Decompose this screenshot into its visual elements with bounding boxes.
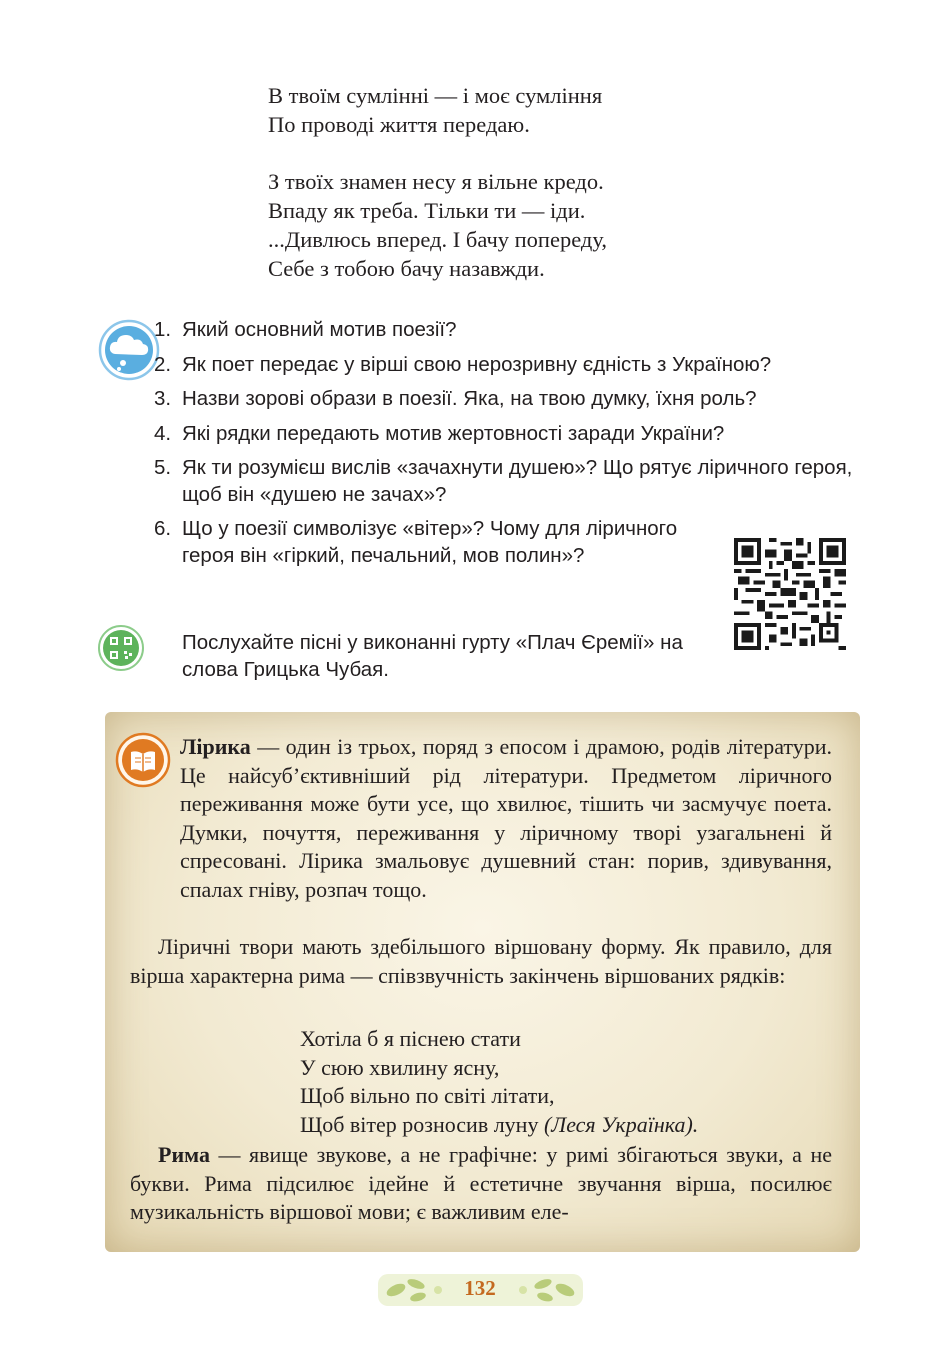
- poem-line: По проводі життя передаю.: [268, 112, 530, 137]
- verse-line: Щоб вільно по світі літати,: [300, 1083, 555, 1109]
- question-number: 5.: [154, 456, 172, 479]
- question-item: [154, 352, 864, 379]
- poem-line: Себе з тобою бачу назавжди.: [268, 256, 545, 281]
- lyric-definition: [180, 733, 832, 905]
- poem-stanza-2: [268, 167, 607, 283]
- question-number: 1.: [154, 318, 172, 341]
- question-number: 6.: [154, 517, 172, 540]
- question-item: [154, 516, 702, 569]
- rhyme-definition: [130, 1141, 832, 1227]
- verse-line: [300, 1111, 698, 1140]
- verse-example: [300, 1025, 698, 1139]
- question-text: Як поет передає у вірші свою нерозривну єдність з Україною?: [182, 352, 772, 376]
- question-text: Як ти розумієш вислів «зачахнути душею»? Що рятує ліричного героя, щоб він «душею не зачах»?: [182, 456, 853, 506]
- question-number: 3.: [154, 387, 172, 410]
- question-text: Який основний мотив поезії?: [182, 318, 457, 341]
- verse-line-text: Щоб вітер розносив луну: [300, 1111, 539, 1137]
- poem-line: ...Дивлюсь вперед. І бачу попереду,: [268, 227, 607, 252]
- term-rhyme: Рима: [158, 1142, 210, 1167]
- question-number: 4.: [154, 421, 172, 445]
- question-text: Які рядки передають мотив жертовності заради України?: [182, 421, 725, 445]
- poem-line: Впаду як треба. Тільки ти — іди.: [268, 198, 586, 223]
- verse-line: У сюю хвилину ясну,: [300, 1054, 500, 1080]
- verse-author: (Леся Українка).: [543, 1111, 699, 1137]
- poem-line: З твоїх знамен несу я вільне кредо.: [268, 169, 604, 194]
- question-text: Назви зорові образи в поезії. Яка, на твою думку, їхня роль?: [182, 387, 757, 410]
- question-item: [154, 317, 864, 344]
- verse-line: Хотіла б я піснею стати: [300, 1026, 521, 1051]
- poem-line: В твоїм сумлінні — і моє сумління: [268, 83, 603, 108]
- question-text: Що у поезії символізує «вітер»? Чому для ліричного героя він «гіркий, печальний, мов полин»?: [182, 517, 678, 567]
- rhyme-intro: Ліричні твори мають здебільшого віршовану форму. Як правило, для вірша характерна рима — співзвучність закінчень віршованих рядків:: [130, 934, 832, 988]
- question-item: [154, 386, 864, 413]
- qr-code-icon: [97, 624, 145, 672]
- page-number: 132: [464, 1276, 496, 1300]
- poem-stanza-1: [268, 81, 607, 139]
- question-number: 2.: [154, 352, 172, 376]
- listen-instruction: Послухайте пісні у виконанні гурту «Плач Єремії» на слова Грицька Чубая.: [182, 631, 683, 681]
- poem-excerpt: [268, 81, 607, 311]
- definition-rhyme: — явище звукове, а не графічне: у римі збігаються звуки, а не букви. Рима підсилює ідейне й естетичне звучання вірша, посилює музикальність віршової мови; є важливим еле-: [130, 1142, 832, 1225]
- term-lyric: Лірика: [180, 734, 251, 759]
- cloud-thinking-icon: [97, 318, 161, 382]
- definition-lyric: — один із трьох, поряд з епосом і драмою, родів літератури. Це найсуб’єктивніший рід літератури. Предметом ліричного переживання може бути усе, що хвилює, тішить чи засмучує поета. Думки, почуття, переживання у ліричному творі узагальнені й спресовані. Лірика змальовує душевний стан: порив, здивування, спалах гніву, розпач тощо.: [180, 734, 832, 902]
- question-item: [154, 421, 864, 448]
- book-pen-icon: [115, 732, 171, 788]
- qr-code[interactable]: [734, 538, 846, 650]
- question-item: [154, 455, 864, 508]
